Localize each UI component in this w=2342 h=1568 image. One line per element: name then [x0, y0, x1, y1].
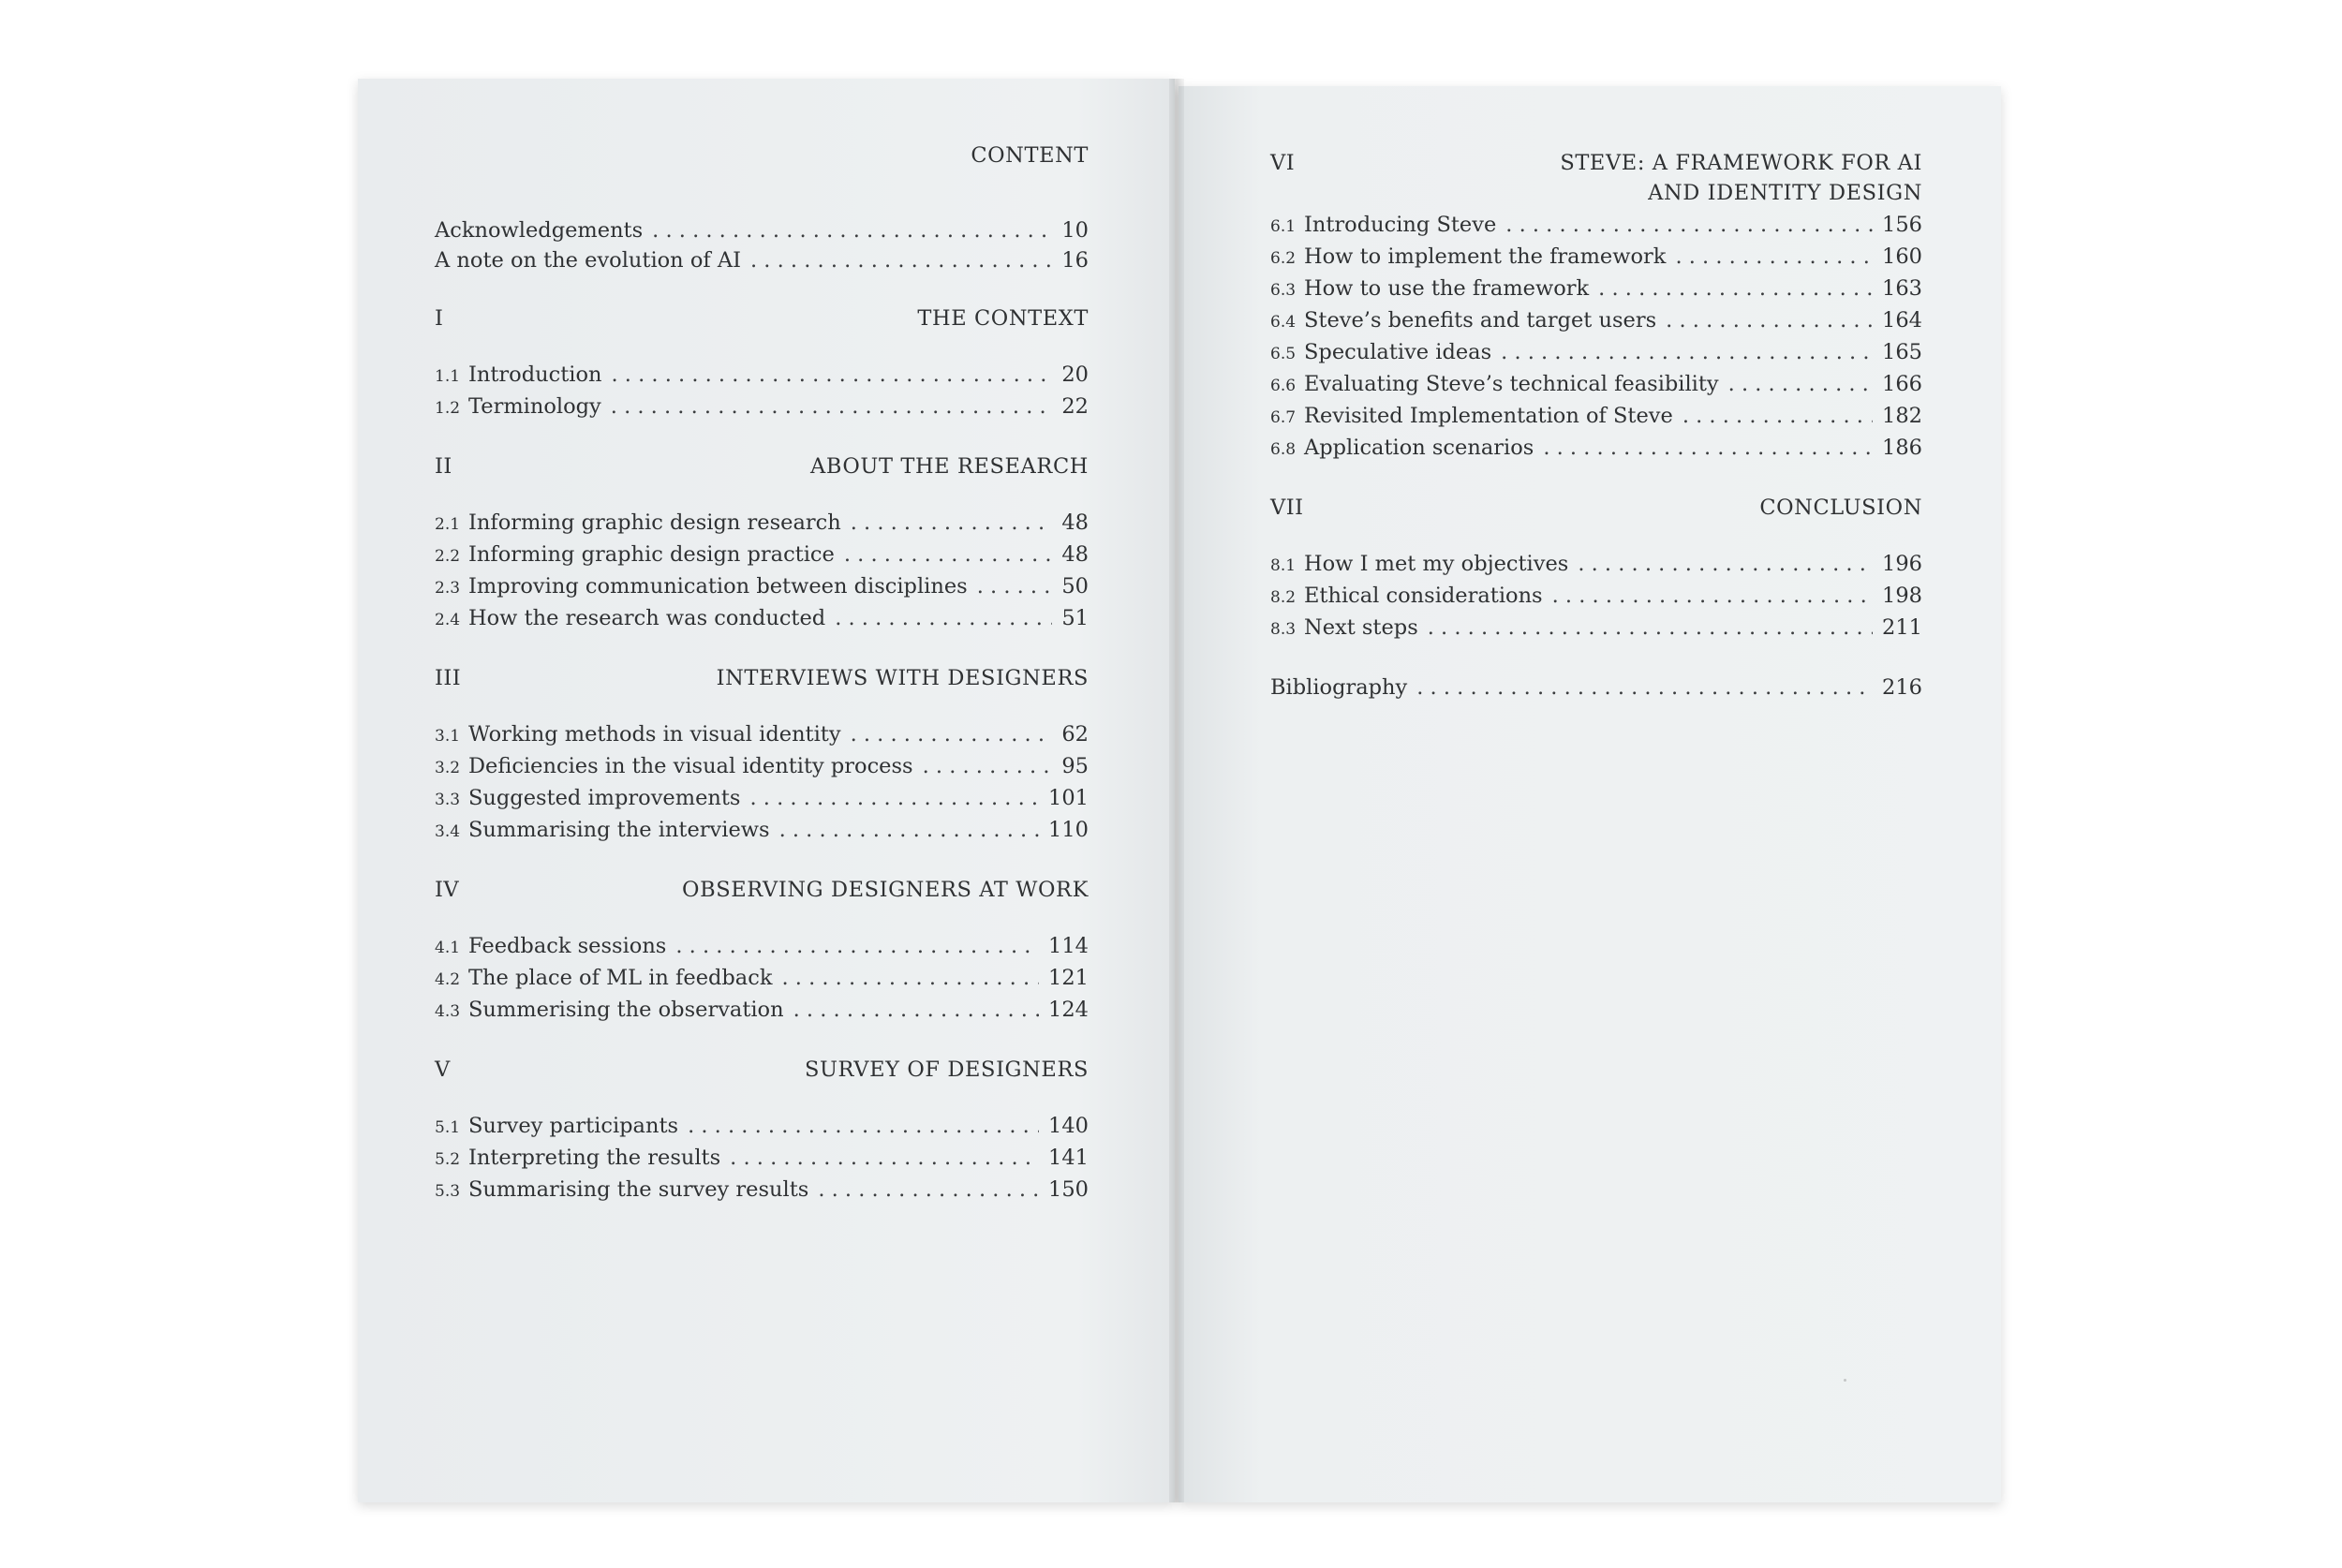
section-numeral: VII — [1270, 496, 1304, 520]
entry-title: Next steps — [1304, 615, 1418, 640]
section-heading — [1270, 148, 1922, 208]
entry-number: 2.2 — [435, 547, 461, 566]
entry-title: Informing graphic design research — [468, 510, 841, 535]
entry-page: 124 — [1048, 998, 1089, 1022]
entry-title: The place of ML in feedback — [468, 966, 773, 990]
entry-title: Survey participants — [468, 1114, 679, 1138]
entry-title: Working methods in visual identity — [468, 722, 841, 747]
entry-number: 8.1 — [1270, 556, 1297, 575]
dot-leader — [781, 963, 1039, 993]
toc-heading-row — [435, 141, 1089, 170]
entry-number: 5.3 — [435, 1182, 461, 1201]
entry-page: 51 — [1061, 606, 1089, 630]
dot-leader — [1578, 549, 1873, 579]
dot-leader — [1428, 613, 1873, 643]
entry-title: How I met my objectives — [1304, 552, 1569, 576]
entry-number: 6.8 — [1270, 440, 1297, 459]
entry-title: Summerising the observation — [468, 998, 784, 1022]
entry-title: A note on the evolution of AI — [435, 248, 741, 273]
section-title: CONCLUSION — [1759, 496, 1922, 520]
entry-number: 3.1 — [435, 727, 461, 746]
entry-title: How to use the framework — [1304, 276, 1590, 301]
entry-page: 48 — [1061, 510, 1089, 535]
toc-entry[interactable] — [435, 815, 1089, 847]
dot-leader — [793, 995, 1039, 1025]
entry-number: 8.2 — [1270, 588, 1297, 607]
entry-number: 3.4 — [435, 822, 461, 841]
entry-page: 160 — [1882, 244, 1922, 269]
entry-title: Informing graphic design practice — [468, 542, 835, 567]
toc-entry[interactable] — [435, 392, 1089, 423]
entry-page: 95 — [1061, 754, 1089, 778]
entry-number: 6.7 — [1270, 408, 1297, 427]
entry-number: 6.5 — [1270, 345, 1297, 363]
toc-heading: CONTENT — [971, 143, 1089, 168]
dot-leader — [749, 783, 1039, 813]
left-toc-column — [435, 141, 1089, 1206]
dot-leader — [1675, 242, 1873, 272]
entry-page: 186 — [1882, 436, 1922, 460]
entry-title: Summarising the survey results — [468, 1177, 809, 1202]
entry-title: Bibliography — [1270, 675, 1408, 700]
toc-entry[interactable] — [1270, 673, 1922, 703]
dot-leader — [818, 1175, 1039, 1205]
section-numeral: V — [435, 1058, 451, 1082]
entry-title: Terminology — [468, 394, 601, 419]
toc-entry[interactable] — [435, 931, 1089, 963]
entry-page: 156 — [1882, 213, 1922, 237]
entry-page: 48 — [1061, 542, 1089, 567]
dot-leader — [1666, 305, 1873, 335]
entry-title: Ethical considerations — [1304, 584, 1543, 608]
dot-leader — [1416, 673, 1873, 703]
entry-title: Introducing Steve — [1304, 213, 1497, 237]
entry-title: Introduction — [468, 362, 602, 387]
entry-number: 2.1 — [435, 515, 461, 534]
entry-title: How to implement the framework — [1304, 244, 1667, 269]
booklet-spine — [1169, 79, 1184, 1502]
section-heading — [435, 303, 1089, 333]
dot-leader — [612, 360, 1053, 390]
entry-number: 5.2 — [435, 1150, 461, 1169]
section-numeral: I — [435, 306, 444, 331]
entry-number: 3.2 — [435, 759, 461, 777]
section-title: SURVEY OF DESIGNERS — [804, 1058, 1089, 1082]
entry-page: 165 — [1882, 340, 1922, 364]
entry-number: 6.6 — [1270, 377, 1297, 395]
entry-page: 114 — [1048, 934, 1089, 958]
toc-entry[interactable] — [435, 508, 1089, 540]
entry-page: 164 — [1882, 308, 1922, 333]
entry-number: 1.2 — [435, 399, 461, 418]
toc-entry[interactable] — [435, 540, 1089, 571]
dot-leader — [1728, 369, 1873, 399]
entry-title: Suggested improvements — [468, 786, 741, 810]
entry-number: 6.4 — [1270, 313, 1297, 332]
entry-page: 50 — [1061, 574, 1089, 599]
entry-page: 22 — [1061, 394, 1089, 419]
entry-title: Revisited Implementation of Steve — [1304, 404, 1673, 428]
paper-speck — [1844, 1379, 1846, 1382]
toc-entry[interactable] — [435, 1175, 1089, 1206]
entry-number: 6.2 — [1270, 249, 1297, 268]
toc-entry[interactable] — [435, 1111, 1089, 1143]
toc-entry[interactable] — [1270, 337, 1922, 369]
toc-entry[interactable] — [435, 719, 1089, 751]
dot-leader — [652, 215, 1052, 245]
dot-leader — [923, 751, 1053, 781]
toc-entry[interactable] — [1270, 274, 1922, 305]
entry-title: Summarising the interviews — [468, 818, 770, 842]
entry-number: 4.2 — [435, 970, 461, 989]
entry-page: 182 — [1882, 404, 1922, 428]
entry-page: 141 — [1048, 1146, 1089, 1170]
dot-leader — [1682, 401, 1873, 431]
entry-number: 5.1 — [435, 1118, 461, 1137]
toc-entry[interactable] — [1270, 210, 1922, 242]
entry-number: 2.4 — [435, 611, 461, 629]
entry-page: 196 — [1882, 552, 1922, 576]
dot-leader — [851, 508, 1053, 538]
entry-title: How the research was conducted — [468, 606, 826, 630]
entry-title: Improving communication between disciplines — [468, 574, 968, 599]
toc-entry[interactable] — [1270, 401, 1922, 433]
dot-leader — [750, 245, 1052, 275]
toc-entry[interactable] — [1270, 549, 1922, 581]
toc-entry[interactable] — [1270, 242, 1922, 274]
entry-page: 166 — [1882, 372, 1922, 396]
entry-title: Acknowledgements — [435, 218, 644, 243]
dot-leader — [1598, 274, 1873, 303]
entry-page: 101 — [1048, 786, 1089, 810]
toc-entry[interactable] — [435, 215, 1089, 245]
dot-leader — [977, 571, 1053, 601]
section-heading — [1270, 493, 1922, 523]
toc-entry[interactable] — [435, 751, 1089, 783]
toc-entry[interactable] — [1270, 613, 1922, 644]
section-title: ABOUT THE RESEARCH — [809, 454, 1089, 479]
toc-entry[interactable] — [435, 603, 1089, 635]
entry-title: Deficiencies in the visual identity process — [468, 754, 913, 778]
section-title-line-1: STEVE: A FRAMEWORK FOR AI — [1560, 151, 1922, 175]
dot-leader — [1552, 581, 1873, 611]
section-numeral: VI — [1270, 151, 1296, 175]
entry-title: Application scenarios — [1304, 436, 1534, 460]
toc-entry[interactable] — [1270, 369, 1922, 401]
entry-number: 2.3 — [435, 579, 461, 598]
dot-leader — [730, 1143, 1039, 1173]
dot-leader — [835, 603, 1052, 633]
entry-number: 8.3 — [1270, 620, 1297, 639]
toc-entry[interactable] — [435, 245, 1089, 275]
entry-page: 10 — [1061, 218, 1089, 243]
section-heading — [435, 1055, 1089, 1085]
section-numeral: IV — [435, 878, 460, 902]
entry-page: 198 — [1882, 584, 1922, 608]
right-toc-column — [1270, 148, 1922, 703]
dot-leader — [1505, 210, 1873, 240]
toc-entry[interactable] — [1270, 433, 1922, 465]
section-title: THE CONTEXT — [917, 306, 1089, 331]
entry-number: 4.3 — [435, 1002, 461, 1021]
entry-title: Feedback sessions — [468, 934, 667, 958]
entry-number: 6.3 — [1270, 281, 1297, 300]
toc-entry[interactable] — [1270, 581, 1922, 613]
dot-leader — [1543, 433, 1873, 463]
entry-page: 62 — [1061, 722, 1089, 747]
entry-page: 150 — [1048, 1177, 1089, 1202]
entry-page: 110 — [1048, 818, 1089, 842]
dot-leader — [611, 392, 1053, 422]
entry-number: 1.1 — [435, 367, 461, 386]
section-title-line-2: AND IDENTITY DESIGN — [1648, 181, 1922, 205]
dot-leader — [779, 815, 1039, 845]
entry-title: Interpreting the results — [468, 1146, 721, 1170]
section-numeral: II — [435, 454, 452, 479]
section-numeral: III — [435, 666, 462, 690]
toc-entry[interactable] — [435, 360, 1089, 392]
section-heading — [435, 875, 1089, 905]
toc-entry[interactable] — [435, 783, 1089, 815]
entry-page: 216 — [1882, 675, 1922, 700]
section-title — [1560, 148, 1922, 208]
entry-title: Evaluating Steve’s technical feasibility — [1304, 372, 1719, 396]
entry-title: Steve’s benefits and target users — [1304, 308, 1657, 333]
dot-leader — [844, 540, 1053, 570]
section-heading — [435, 663, 1089, 693]
section-title: OBSERVING DESIGNERS AT WORK — [682, 878, 1089, 902]
entry-page: 163 — [1882, 276, 1922, 301]
section-title: INTERVIEWS WITH DESIGNERS — [716, 666, 1089, 690]
toc-entry[interactable] — [435, 963, 1089, 995]
toc-entry[interactable] — [435, 1143, 1089, 1175]
dot-leader — [688, 1111, 1039, 1141]
dot-leader — [1501, 337, 1873, 367]
entry-number: 3.3 — [435, 791, 461, 809]
entry-title: Speculative ideas — [1304, 340, 1492, 364]
entry-page: 16 — [1061, 248, 1089, 273]
front-matter-list — [435, 215, 1089, 275]
section-heading — [435, 451, 1089, 481]
entry-page: 211 — [1882, 615, 1922, 640]
entry-page: 20 — [1061, 362, 1089, 387]
entry-page: 121 — [1048, 966, 1089, 990]
dot-leader — [851, 719, 1053, 749]
toc-entry[interactable] — [1270, 305, 1922, 337]
entry-number: 6.1 — [1270, 217, 1297, 236]
dot-leader — [675, 931, 1039, 961]
entry-number: 4.1 — [435, 939, 461, 957]
entry-page: 140 — [1048, 1114, 1089, 1138]
toc-entry[interactable] — [435, 995, 1089, 1027]
toc-entry[interactable] — [435, 571, 1089, 603]
